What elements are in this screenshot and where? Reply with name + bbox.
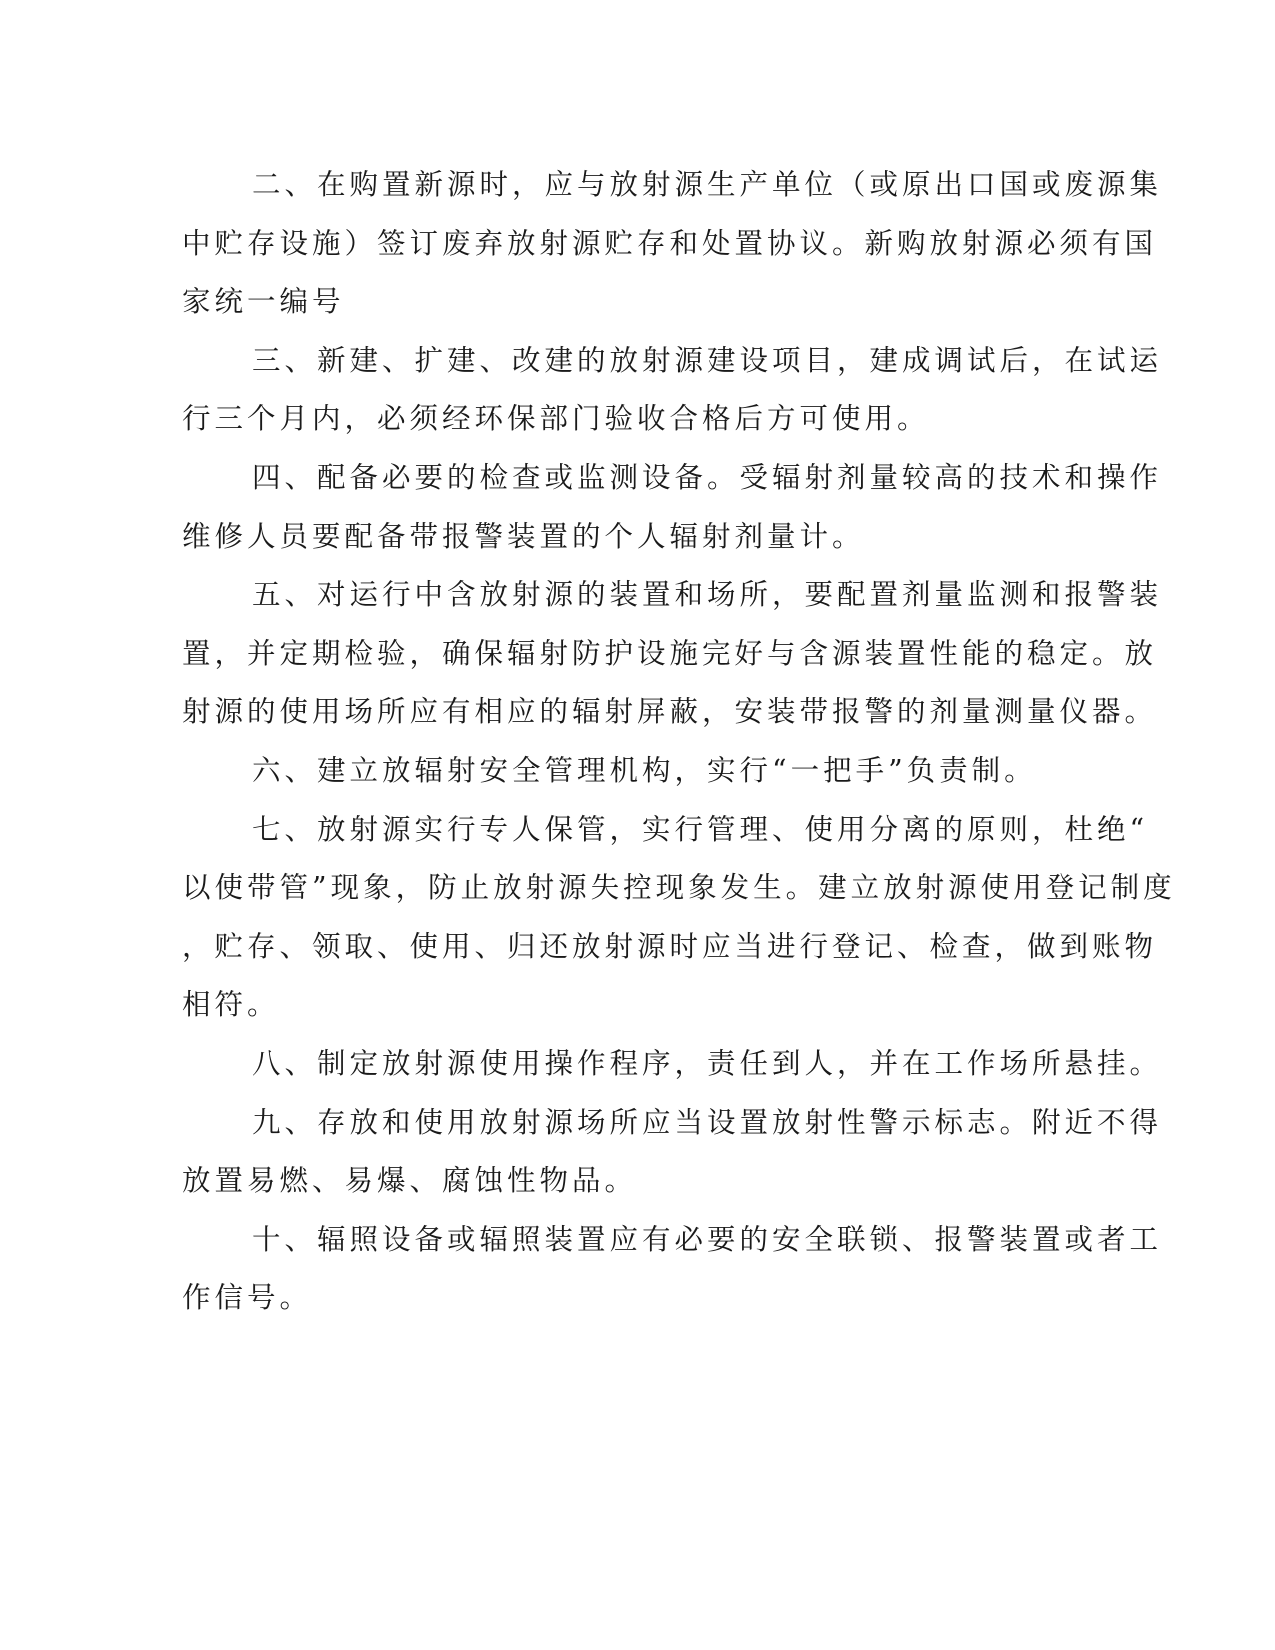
text-line: 六、建立放辐射安全管理机构，实行“一把手”负责制。: [252, 753, 1037, 787]
text-line: 二、在购置新源时，应与放射源生产单位（或原出口国或废源集: [252, 168, 1163, 201]
text-line: 以使带管”现象，防止放射源失控现象发生。建立放射源使用登记制度: [182, 871, 1176, 905]
text-line: 四、配备必要的检查或监测设备。受辐射剂量较高的技术和操作: [252, 460, 1163, 494]
text-line: 五、对运行中含放射源的装置和场所，要配置剂量监测和报警装: [252, 578, 1163, 612]
text-line: 九、存放和使用放射源场所应当设置放射性警示标志。附近不得: [252, 1105, 1163, 1139]
document-body: [182, 156, 1176, 1328]
text-line: 置，并定期检验，确保辐射防护设施完好与含源装置性能的稳定。放: [182, 636, 1158, 670]
text-line: 七、放射源实行专人保管，实行管理、使用分离的原则，杜绝“: [252, 812, 1149, 846]
text-line: 八、制定放射源使用操作程序，责任到人，并在工作场所悬挂。: [252, 1046, 1163, 1080]
text-line: ，贮存、领取、使用、归还放射源时应当进行登记、检查，做到账物: [182, 929, 1158, 963]
text-line: 十、辐照设备或辐照装置应有必要的安全联锁、报警装置或者工: [252, 1222, 1163, 1256]
text-line: 家统一编号: [182, 285, 345, 319]
text-line: 中贮存设施）签订废弃放射源贮存和处置协议。新购放射源必须有国: [182, 226, 1158, 260]
text-line: 放置易燃、易爆、腐蚀性物品。: [182, 1164, 638, 1198]
text-line: 作信号。: [182, 1281, 313, 1315]
text-line: 维修人员要配备带报警装置的个人辐射剂量计。: [182, 519, 865, 553]
text-line: 射源的使用场所应有相应的辐射屏蔽，安装带报警的剂量测量仪器。: [182, 695, 1158, 729]
text-line: 行三个月内，必须经环保部门验收合格后方可使用。: [182, 402, 930, 436]
text-line: 相符。: [182, 988, 280, 1022]
text-line: 三、新建、扩建、改建的放射源建设项目，建成调试后，在试运: [252, 343, 1163, 377]
